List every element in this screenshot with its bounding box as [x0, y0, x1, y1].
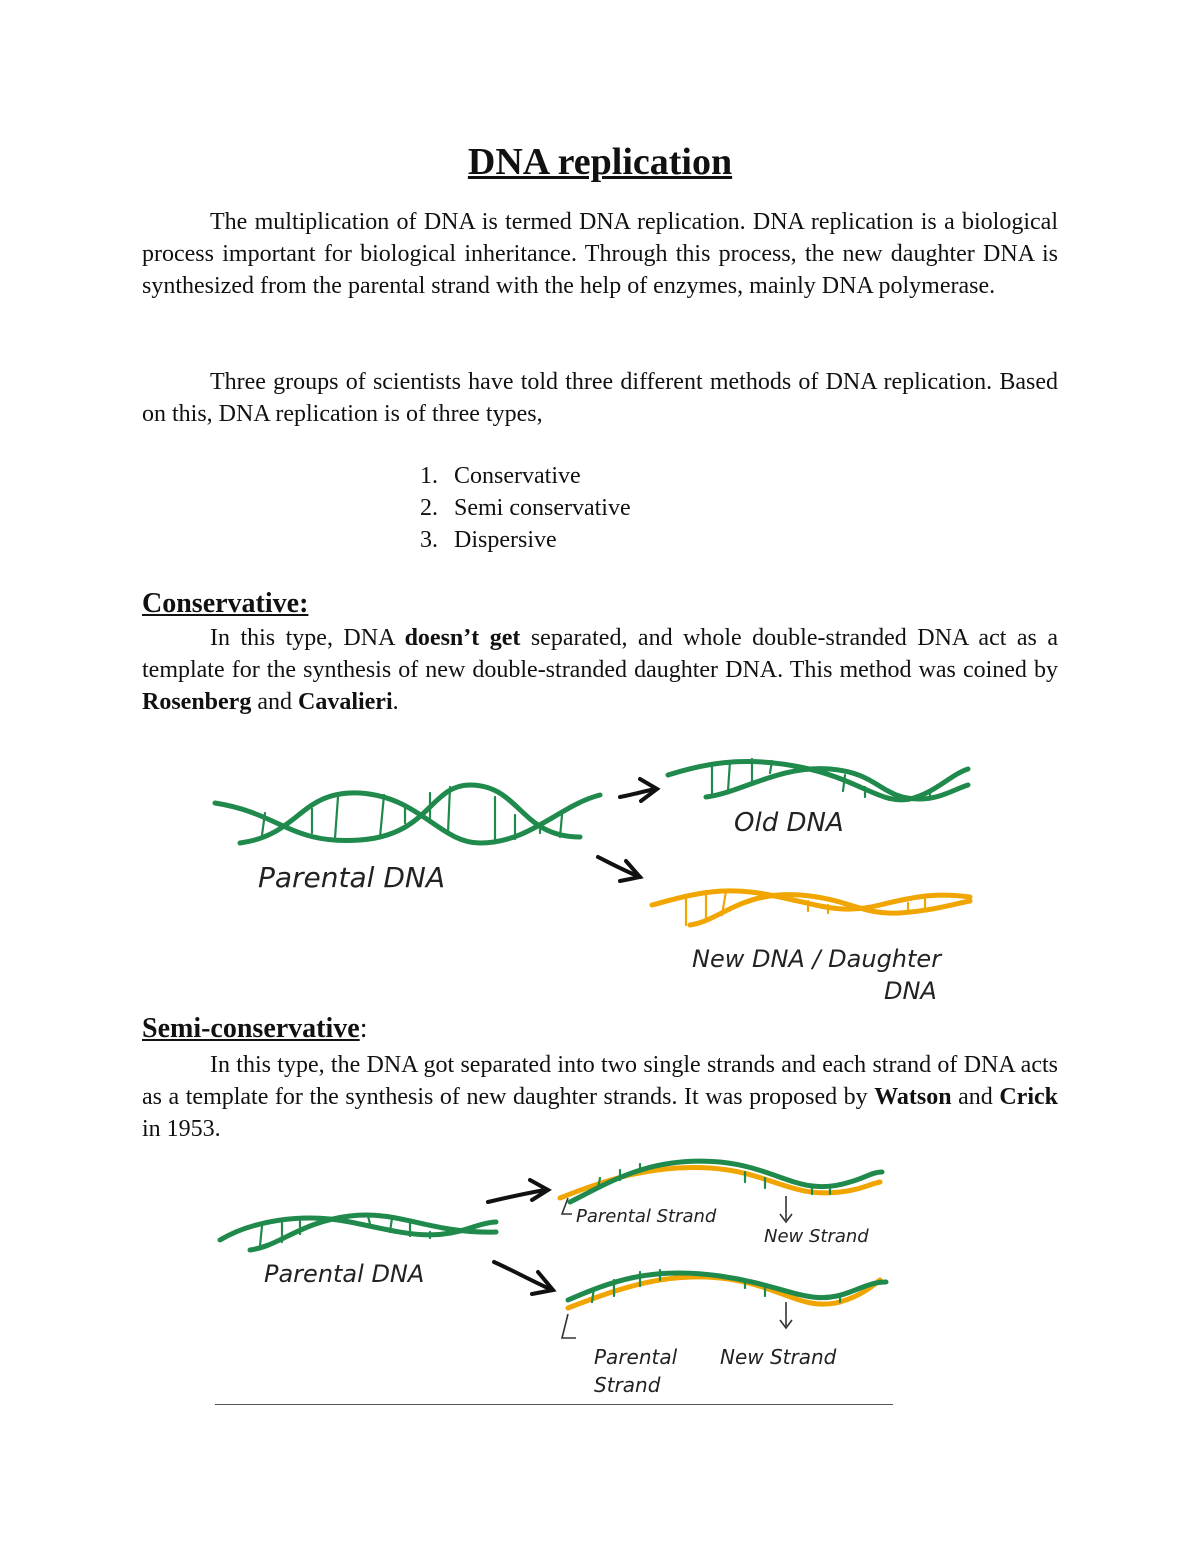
list-label: Semi conservative: [454, 495, 631, 521]
scientist-name: Watson: [874, 1084, 952, 1110]
page-title: DNA replication: [467, 141, 733, 183]
parental-dna-helix: [215, 785, 600, 843]
conservative-heading: [142, 588, 308, 620]
text-run: In this type, DNA: [210, 625, 405, 651]
conservative-heading-text: Conservative:: [142, 588, 309, 619]
bottom-divider: [215, 1404, 893, 1405]
list-number: 2.: [420, 495, 438, 521]
new-dna-helix: [652, 891, 970, 925]
parental-dna-helix: [220, 1215, 496, 1250]
arrow-icon: [488, 1180, 548, 1202]
heading-colon: :: [359, 1013, 368, 1044]
intro-text: The multiplication of DNA is termed DNA replication. DNA replication is a biological process important for biological inheritance. Through this process, the new daughter DNA is synthesized from the parental strand with the help of enzymes, mainly DNA polymerase.: [142, 209, 1058, 299]
types-intro-text: Three groups of scientists have told three different methods of DNA replication. Based on this, DNA replication is of three types,: [142, 369, 1058, 427]
arrow-icon: [494, 1262, 553, 1294]
top-parental-strand-label: Parental Strand: [576, 1206, 717, 1227]
conservative-diagram: [0, 745, 1200, 1010]
semi-conservative-paragraph: [142, 1049, 1058, 1145]
scientist-name: Cavalieri: [297, 689, 393, 715]
text-run: separated, and whole double-stranded DNA act as a template for the synthesis of new double-stranded daughter DNA. This method was coined by: [142, 625, 1058, 683]
list-item: [420, 492, 631, 524]
old-dna-helix: [668, 759, 968, 800]
types-list: [420, 460, 631, 556]
intro-paragraph: [142, 206, 1058, 302]
list-number: 1.: [420, 463, 438, 489]
bottom-new-strand-label: New Strand: [720, 1345, 837, 1369]
arrow-icon: [620, 779, 657, 801]
scientist-name: Crick: [999, 1084, 1058, 1110]
old-dna-label: Old DNA: [734, 808, 844, 838]
list-label: Conservative: [454, 463, 581, 489]
semi-conservative-diagram: [0, 1142, 1200, 1404]
new-dna-label-line1: New DNA / Daughter: [692, 945, 942, 973]
semi-conservative-heading: [142, 1013, 368, 1045]
text-run: in 1953.: [142, 1116, 221, 1142]
new-dna-label-line2: DNA: [884, 977, 937, 1005]
bottom-parental-strand-label-2: Strand: [594, 1373, 661, 1397]
bottom-parental-strand-label-1: Parental: [594, 1345, 678, 1369]
text-run: In this type, the DNA got separated into two single strands and each strand of DNA acts as a template for the synthesis of new daughter strands. It was proposed by: [142, 1052, 1058, 1110]
hybrid-dna-top: [560, 1161, 882, 1202]
text-run: .: [392, 689, 399, 715]
list-item: [420, 524, 631, 556]
scientist-name: Rosenberg: [142, 689, 252, 715]
semi-conservative-heading-text: Semi-conservative: [142, 1013, 360, 1044]
list-item: [420, 460, 631, 492]
text-run: and: [951, 1084, 1000, 1110]
types-intro-paragraph: [142, 366, 1058, 430]
top-new-strand-label: New Strand: [764, 1226, 869, 1247]
parental-dna-label: Parental DNA: [264, 1260, 425, 1288]
bold-run: doesn’t get: [404, 625, 521, 651]
hybrid-dna-bottom: [568, 1270, 886, 1308]
conservative-paragraph: [142, 622, 1058, 718]
text-run: and: [251, 689, 298, 715]
list-number: 3.: [420, 527, 438, 553]
list-label: Dispersive: [454, 527, 557, 553]
parental-dna-label: Parental DNA: [258, 861, 446, 894]
arrow-icon: [598, 857, 640, 881]
